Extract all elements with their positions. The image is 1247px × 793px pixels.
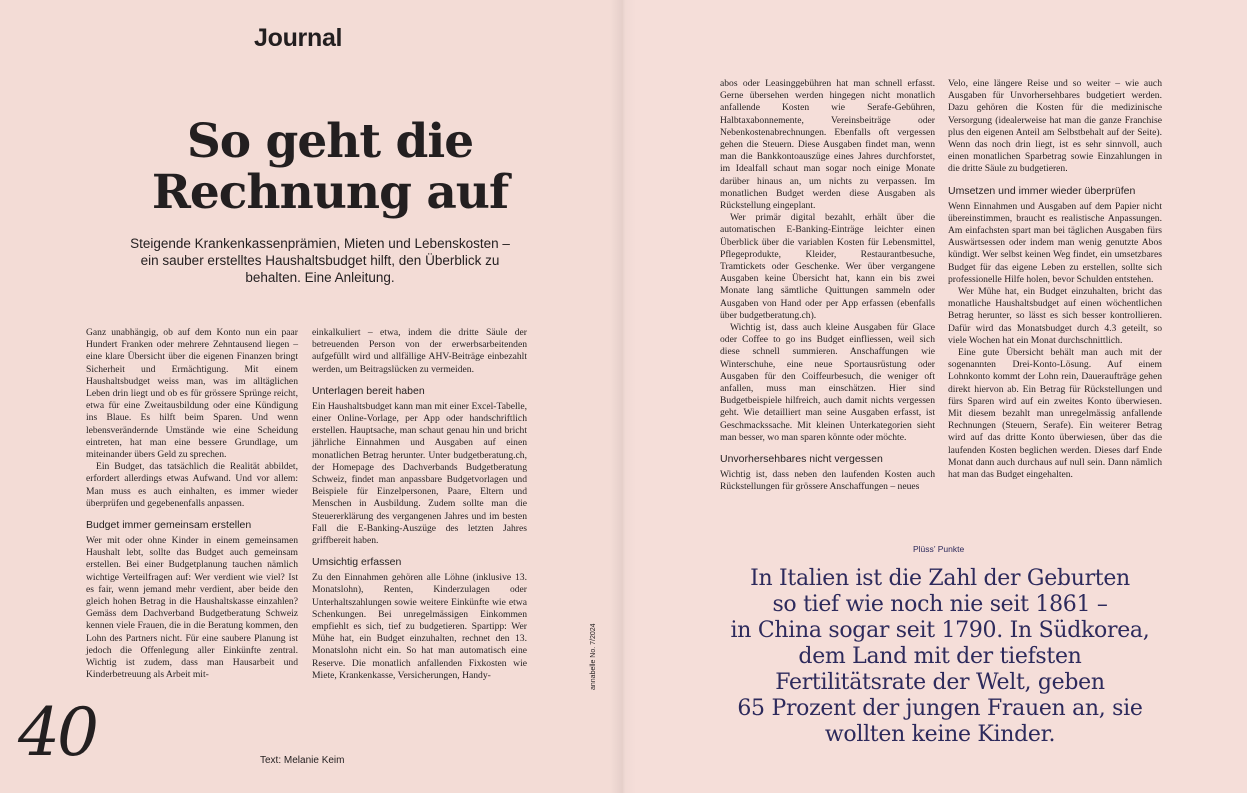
pull-quote-line: so tief wie noch nie seit 1861 – — [772, 592, 1108, 617]
paragraph: abos oder Leasinggebühren hat man schnell erfasst. Gerne übersehen werden hingegen nicht monatlich anfallende Kosten wie Serafe-Gebühren, Halbtaxabonnemente, Vereinsbeiträge oder Nebenkostenabrechnungen. Ebenfalls oft vergessen gehen die Steuern. Diese Ausgaben findet man, wenn man die Bankkontoauszüge eines Jahres durchforstet, im Idealfall schaut man sogar noch einige Monate darüber hinaus an, um nichts zu verpassen. Im monatlichen Budget werden diese Ausgaben als Rückstellung eingeplant. — [720, 78, 935, 212]
body-column-3 — [720, 78, 935, 494]
body-column-4 — [948, 78, 1162, 481]
pull-quote-line: dem Land mit der tiefsten — [798, 644, 1082, 669]
body-column-2 — [312, 327, 527, 682]
pull-quote-line: 65 Prozent der jungen Frauen an, sie — [737, 696, 1143, 721]
subheading: Umsetzen und immer wieder überprüfen — [948, 184, 1136, 197]
paragraph: Wenn Einnahmen und Ausgaben auf dem Papier nicht übereinstimmen, braucht es realistische Anpassungen. Am einfachsten spart man bei täglichen Ausgaben fürs Auswärtsessen oder indem man wenig genutzte Abos kündigt. Wer selbst keinen Weg findet, ein umsetzbares Budget für das eigene Leben zu erstellen, sollte sich professionelle Hilfe holen, bevor Schulden entstehen. — [948, 200, 1162, 285]
subheading: Unterlagen bereit haben — [312, 384, 425, 397]
paragraph: Wichtig ist, dass auch kleine Ausgaben für Glace oder Coffee to go ins Budget einfliessen, weil sich diese schnell summieren. Anschaffungen wie Winterschuhe, eine neue Sportausrüstung oder Ausgaben für den Coiffeurbesuch, die weniger oft anfallen, muss man einschätzen. Hier sind Budgetbeispiele hilfreich, auch damit nichts vergessen geht. Wie detailliert man seine Ausgaben erfasst, ist Geschmackssache. Mit kleinen Unterkategorien sieht man besser, wo man sparen könnte oder möchte. — [720, 322, 935, 443]
paragraph: einkalkuliert – etwa, indem die dritte Säule der betreuenden Person von der erwerbsarbeitenden aufgefüllt wird und allfällige AHV-Beiträge einbezahlt werden, um Beitragslücken zu vermeiden. — [312, 327, 527, 375]
spine-gutter — [610, 0, 636, 793]
paragraph: Wer mit oder ohne Kinder in einem gemeinsamen Haushalt lebt, sollte das Budget auch gemeinsam erstellen. Bei einer Budgetplanung tauchen nämlich wichtige Verteilfragen auf: Wer verdient wie viel? Ist es fair, wenn jemand mehr verdient, aber beide den gleich hohen Betrag in die Haushaltskasse einzahlen? Gemäss dem Dachverband Budgetberatung Schweiz kennen viele Frauen, die in die Beratung kommen, den Lohn des Partners nicht. Für eine saubere Planung ist jedoch die Offenlegung aller Einkünfte zentral. Wichtig ist zudem, dass man Hausarbeit und Kinderbetreuung als Arbeit mit- — [86, 535, 298, 681]
author-credit: Text: Melanie Keim — [260, 755, 345, 766]
paragraph: Ganz unabhängig, ob auf dem Konto nun ein paar Hundert Franken oder mehrere Zehntausend liegen – eine klare Übersicht über die eigenen Finanzen bringt Sicherheit und Ermächtigung. Mit einem Haushaltsbudget weiss man, was im alltäglichen Leben drin liegt und ob es für grössere Sprünge reicht, etwa für eine Zweitausbildung oder eine Kündigung ins Blaue. Es hilft beim Sparen. Und wenn lebensverändernde Umstände wie eine Scheidung eintreten, hat man eine bessere Grundlage, um miteinander übers Geld zu sprechen. — [86, 327, 298, 461]
section-label: Journal — [254, 24, 343, 52]
page-number: 40 — [18, 694, 96, 771]
body-column-1 — [86, 327, 298, 681]
pull-quote — [700, 566, 1180, 748]
headline-line-1: So geht die — [186, 114, 474, 169]
pull-quote-line: wollten keine Kinder. — [824, 722, 1056, 747]
pull-quote-label: Plüss’ Punkte — [913, 544, 965, 554]
paragraph: Zu den Einnahmen gehören alle Löhne (inklusive 13. Monatslohn), Renten, Kinderzulagen oder Unterhaltszahlungen sowie weitere Einkünfte wie etwa Schenkungen. Bei unregelmässigen Einkommen empfiehlt es sich, tief zu budgetieren. Spartipp: Wer Mühe hat, ein Budget einzuhalten, rechnet den 13. Monatslohn nicht ein. So hat man automatisch eine Reserve. Die monatlich anfallenden Fixkosten wie Miete, Krankenkasse, Versicherungen, Handy- — [312, 572, 527, 681]
subheading: Umsichtig erfassen — [312, 556, 402, 569]
subheading: Budget immer gemeinsam erstellen — [86, 519, 252, 532]
paragraph: Ein Haushaltsbudget kann man mit einer Excel-Tabelle, einer Online-Vorlage, per App oder handschriftlich erstellen. Hauptsache, man schaut genau hin und bricht jährliche Einnahmen und Ausgaben auf einen monatlichen Betrag herunter. Unter budgetberatung.ch, der Homepage des Dachverbands Budgetberatung Schweiz, findet man anpassbare Budgetvorlagen und Beispiele für Einzelpersonen, Paare, Eltern und Menschen in Ausbildung. Zudem sollte man die Steuererklärung des vergangenen Jahres und im besten Fall die E-Banking-Auszüge des letzten Jahres griffbereit haben. — [312, 400, 527, 547]
headline — [150, 116, 510, 218]
issue-line: annabelle No. 7/2024 — [590, 623, 597, 690]
paragraph: Eine gute Übersicht behält man auch mit der sogenannten Drei-Konto-Lösung. Auf einem Lohnkonto kommt der Lohn rein, Daueraufträge gehen direkt hiervon ab. Ein Betrag für Rückstellungen und fürs Sparen wird auf ein zweites Konto überwiesen. Mit diesem bezahlt man unregelmässig anfallende Rechnungen (Steuern, Serafe). Ein weiterer Betrag wird auf das dritte Konto überwiesen, über das die laufenden Kosten beglichen werden. Dieses darf Ende Monat dann auch durchaus auf null sein. Dann nämlich hat man das Budget eingehalten. — [948, 347, 1162, 481]
paragraph: Ein Budget, das tatsächlich die Realität abbildet, erfordert allerdings etwas Aufwand. Und vor allem: Man muss es auch einhalten, es immer wieder überprüfen und gegebenenfalls anpassen. — [86, 461, 298, 509]
headline-line-2: Rechnung auf — [151, 165, 509, 220]
standfirst: Steigende Krankenkassenprämien, Mieten und Lebenskosten – ein sauber erstelltes Haushaltsbudget hilft, den Überblick zu behalten. Eine Anleitung. — [130, 236, 510, 285]
pull-quote-line: In Italien ist die Zahl der Geburten — [750, 566, 1130, 591]
pull-quote-line: in China sogar seit 1790. In Südkorea, — [730, 618, 1150, 643]
paragraph: Wer Mühe hat, ein Budget einzuhalten, bricht das monatliche Haushaltsbudget auf einen wöchentlichen Betrag herunter, so lässt es sich besser kontrollieren. Dafür wird das Monatsbudget durch 4.3 geteilt, so viele Wochen hat ein Monat durchschnittlich. — [948, 286, 1162, 346]
subheading: Unvorhersehbares nicht vergessen — [720, 453, 883, 466]
paragraph: Wer primär digital bezahlt, erhält über die automatischen E-Banking-Einträge leichter einen Überblick über die variablen Kosten für Lebensmittel, Pflegeprodukte, Kleider, Restaurantbesuche, Tramtickets oder Geschenke. Wer über vergangene Ausgaben keine Übersicht hat, kann ein bis zwei Monate lang sämtliche Quittungen sammeln oder Ausgaben von Hand oder per App erfassen (ebenfalls über budgetberatung.ch). — [720, 212, 935, 321]
paragraph: Velo, eine längere Reise und so weiter – wie auch Ausgaben für Unvorhersehbares budgetiert werden. Dazu gehören die Kosten für die medizinische Versorgung (idealerweise hat man die ganze Franchise plus den eigenen Anteil am Selbstbehalt auf der Seite). Wenn das noch drin liegt, ist es sehr sinnvoll, auch einen monatlichen Sparbetrag sowie Einzahlungen in die dritte Säule zu budgetieren. — [948, 78, 1162, 175]
paragraph: Wichtig ist, dass neben den laufenden Kosten auch Rückstellungen für grössere Anschaffungen – neues — [720, 469, 935, 493]
pull-quote-line: Fertilitätsrate der Welt, geben — [775, 670, 1105, 695]
